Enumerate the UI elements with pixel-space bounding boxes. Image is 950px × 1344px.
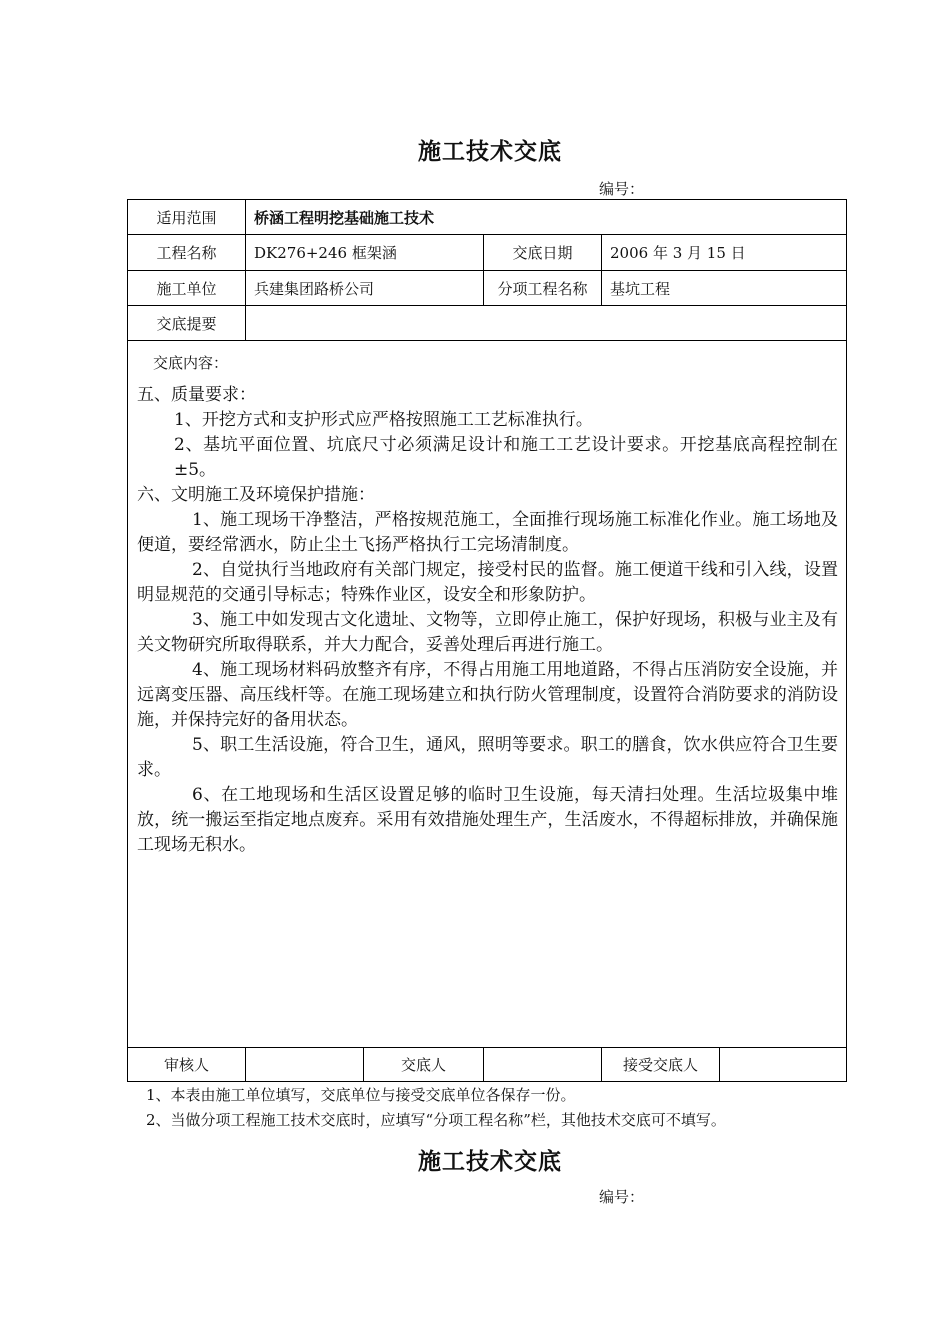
section-6-title: 六、文明施工及环境保护措施： xyxy=(137,485,375,505)
section-6-item-6: 6、在工地现场和生活区设置足够的临时卫生设施，每天清扫处理。生活垃圾集中堆放，统一搬运至指定地点废弃。采用有效措施处理生产，生活废水，不得超标排放，并确保施工现场无积水。 xyxy=(137,785,839,855)
row-unit xyxy=(128,271,847,306)
content-body xyxy=(128,373,846,858)
reviewer-label: 审核人 xyxy=(128,1048,246,1082)
project-label: 工程名称 xyxy=(128,235,246,271)
unit-value: 兵建集团路桥公司 xyxy=(246,271,484,306)
content-label: 交底内容： xyxy=(153,354,229,372)
section-6-item-4: 4、施工现场材料码放整齐有序，不得占用施工用地道路，不得占压消防安全设施，并远离变压器、高压线杆等。在施工现场建立和执行防火管理制度，设置符合消防要求的消防设施，并保持完好的备用状态。 xyxy=(137,660,839,730)
row-summary xyxy=(128,306,847,341)
subproject-value: 基坑工程 xyxy=(602,271,847,306)
scope-value: 桥涵工程明挖基础施工技术 xyxy=(246,200,847,235)
section-5-title: 五、质量要求： xyxy=(137,385,256,405)
receiver-value xyxy=(720,1048,847,1082)
project-value: DK276+246 框架涵 xyxy=(246,235,484,271)
subproject-label: 分项工程名称 xyxy=(484,271,602,306)
row-content xyxy=(128,341,847,1048)
row-scope xyxy=(128,200,847,235)
date-value: 2006 年 3 月 15 日 xyxy=(602,235,847,271)
note-1: 1、本表由施工单位填写，交底单位与接受交底单位各保存一份。 xyxy=(146,1086,576,1104)
section-6-item-3: 3、施工中如发现古文化遗址、文物等，立即停止施工，保护好现场，积极与业主及有关文物研究所取得联系，并大力配合，妥善处理后再进行施工。 xyxy=(137,610,839,655)
next-document-title: 施工技术交底 xyxy=(418,1149,562,1175)
next-document-number-label: 编号： xyxy=(599,1188,645,1206)
section-6-item-1: 1、施工现场干净整洁，严格按规范施工，全面推行现场施工标准化作业。施工场地及便道，要经常洒水，防止尘土飞扬严格执行工完场清制度。 xyxy=(137,510,839,555)
disclosure-table xyxy=(127,199,847,1082)
row-project xyxy=(128,235,847,271)
receiver-label: 接受交底人 xyxy=(602,1048,720,1082)
document-number-label: 编号： xyxy=(599,180,645,198)
date-label: 交底日期 xyxy=(484,235,602,271)
content-cell xyxy=(128,341,847,1048)
section-6-item-5: 5、职工生活设施，符合卫生，通风，照明等要求。职工的膳食，饮水供应符合卫生要求。 xyxy=(137,735,839,780)
table-notes xyxy=(146,1083,726,1133)
document-title: 施工技术交底 xyxy=(418,139,562,165)
reviewer-value xyxy=(246,1048,364,1082)
section-6-item-2: 2、自觉执行当地政府有关部门规定，接受村民的监督。施工便道干线和引入线，设置明显规范的交通引导标志；特殊作业区，设安全和形象防护。 xyxy=(137,560,839,605)
presenter-value xyxy=(484,1048,602,1082)
scope-label: 适用范围 xyxy=(128,200,246,235)
row-signatures xyxy=(128,1048,847,1082)
note-2: 2、当做分项工程施工技术交底时，应填写“分项工程名称”栏，其他技术交底可不填写。 xyxy=(146,1111,726,1129)
unit-label: 施工单位 xyxy=(128,271,246,306)
summary-value xyxy=(246,306,847,341)
presenter-label: 交底人 xyxy=(364,1048,484,1082)
section-5-item-1: 1、开挖方式和支护形式应严格按照施工工艺标准执行。 xyxy=(174,410,593,430)
summary-label: 交底提要 xyxy=(128,306,246,341)
section-5-item-2: 2、基坑平面位置、坑底尺寸必须满足设计和施工工艺设计要求。开挖基底高程控制在±5。 xyxy=(174,435,839,480)
